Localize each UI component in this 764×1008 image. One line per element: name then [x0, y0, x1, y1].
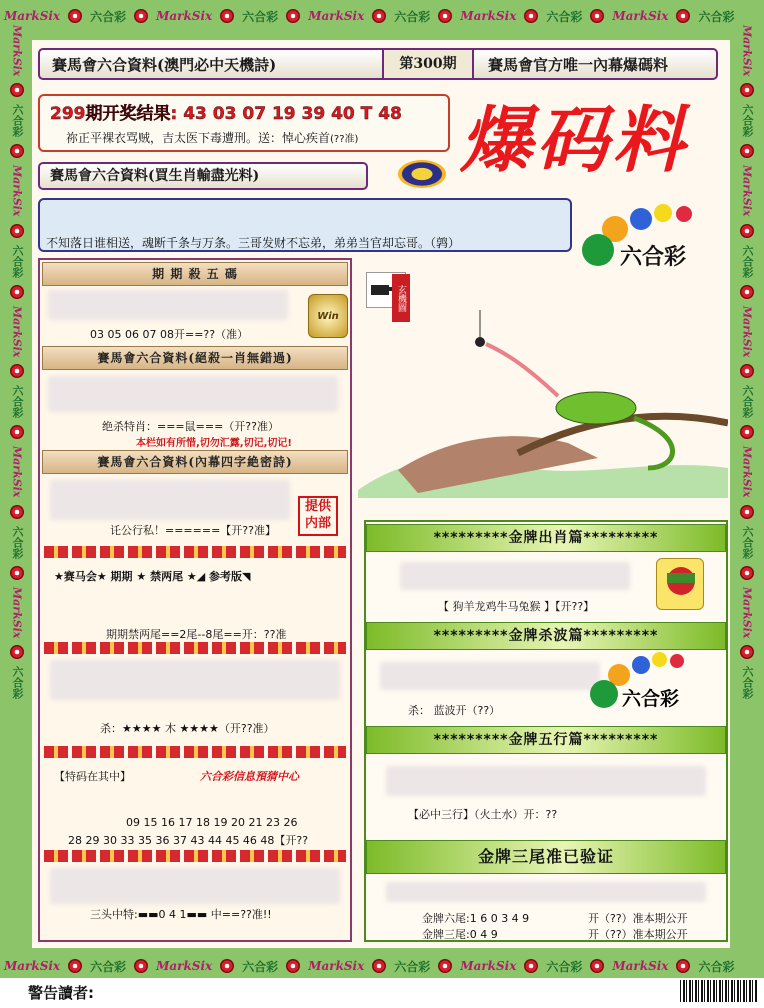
logo-text: 六合彩 — [394, 9, 431, 24]
flower-icon — [740, 364, 754, 378]
brand-text: MarkSix — [308, 959, 365, 973]
s6-center: 六合彩信息預猜中心 — [200, 770, 299, 783]
flower-icon — [68, 959, 82, 973]
flower-icon — [220, 959, 234, 973]
result-poem-line — [66, 129, 358, 146]
poem-box — [38, 198, 572, 252]
blurred-area — [48, 290, 288, 320]
s4-line: 期期禁两尾==2尾--8尾==开：??准 — [106, 628, 287, 641]
flower-icon — [740, 645, 754, 659]
logo-text: 六合彩 — [741, 244, 754, 278]
sec3-header: *********金牌五行篇********* — [366, 726, 726, 754]
brand-text: MarkSix — [740, 586, 754, 639]
brand-text: MarkSix — [4, 9, 61, 23]
flower-icon — [740, 144, 754, 158]
flower-icon — [10, 144, 24, 158]
eye-logo-icon — [398, 160, 446, 188]
chameleon-drawing — [358, 258, 728, 498]
result-line — [50, 99, 402, 124]
brand-text: MarkSix — [10, 586, 24, 639]
flower-icon — [10, 566, 24, 580]
logo-text: 六合彩 — [90, 959, 127, 974]
flower-icon — [10, 505, 24, 519]
divider-pattern — [44, 642, 346, 654]
logo-text: 六合彩 — [741, 104, 754, 138]
sec2-line: 杀： 蓝波开（??） — [408, 704, 501, 717]
divider-pattern — [44, 546, 346, 558]
brand-text: MarkSix — [156, 959, 213, 973]
top-border-strip — [0, 2, 764, 30]
sec1-header: *********金牌出肖篇********* — [366, 524, 726, 552]
blurred-area — [386, 766, 706, 796]
flower-icon — [524, 959, 538, 973]
brand-text: MarkSix — [460, 9, 517, 23]
flower-icon — [740, 505, 754, 519]
blue-dot-icon — [630, 208, 652, 230]
blurred-area — [50, 868, 340, 904]
left-column — [38, 258, 352, 942]
brand-text: MarkSix — [612, 959, 669, 973]
yellow-dot-icon — [652, 652, 667, 667]
sec4-row1a: 金牌六尾:1 6 0 3 4 9 — [422, 912, 530, 925]
brand-text: MarkSix — [10, 446, 24, 498]
flower-icon — [286, 9, 300, 23]
blurred-area — [380, 662, 600, 690]
flower-icon — [134, 959, 148, 973]
liuhecai-logo-small — [590, 650, 720, 714]
result-poem-note: (??准) — [330, 134, 359, 145]
flower-icon — [740, 285, 754, 299]
brand-text: MarkSix — [612, 9, 669, 23]
big-title: 爆码料 — [460, 97, 689, 182]
result-numbers: 43 03 07 19 39 40 T 48 — [183, 104, 402, 124]
logo-label: 六合彩 — [622, 688, 680, 710]
flower-icon — [10, 364, 24, 378]
logo-label: 六合彩 — [620, 244, 687, 270]
flower-icon — [10, 224, 24, 238]
logo-text: 六合彩 — [242, 959, 279, 974]
logo-text: 六合彩 — [11, 104, 24, 138]
brand-text: MarkSix — [740, 446, 754, 498]
left-border-strip — [2, 22, 32, 977]
logo-text: 六合彩 — [394, 959, 431, 974]
s6-tag: 【特码在其中】 — [54, 770, 131, 783]
barcode-icon — [680, 980, 758, 1002]
s7-line: 三头中特:▬▬0 4 1▬▬ 中==??准!! — [90, 908, 272, 921]
blurred-area — [48, 376, 338, 412]
flower-icon — [740, 566, 754, 580]
divider-pattern — [44, 746, 346, 758]
s1-header: 期 期 殺 五 碼 — [42, 262, 348, 286]
brand-text: MarkSix — [740, 25, 754, 77]
s4-head: ★赛马会★ 期期 ★ 禁两尾 ★◢ 参考版◥ — [54, 570, 251, 583]
logo-text: 六合彩 — [741, 525, 754, 559]
s2-note: 本栏如有所惜,切勿汇露,切记,切记! — [136, 438, 292, 449]
blurred-area — [50, 660, 340, 700]
chameleon-illustration — [358, 258, 728, 498]
green-dot-icon — [590, 680, 618, 708]
result-label: 299期开奖结果: — [50, 104, 178, 124]
s1-numbers: 03 05 06 07 08开==??（准） — [90, 328, 249, 341]
logo-text: 六合彩 — [11, 244, 24, 278]
logo-text: 六合彩 — [546, 959, 583, 974]
s6-row1: 09 15 16 17 18 19 20 21 23 26 — [126, 816, 298, 829]
s6-row2: 28 29 30 33 35 36 37 43 44 45 46 48【开?? — [68, 834, 309, 847]
logo-text: 六合彩 — [11, 525, 24, 559]
brand-text: MarkSix — [4, 959, 61, 973]
tag-label: 玄機圖 — [392, 274, 410, 322]
money-hand-icon — [656, 558, 704, 610]
divider-pattern — [44, 850, 346, 862]
issue-number: 第300期 — [382, 50, 474, 78]
flower-icon — [10, 83, 24, 97]
flower-icon — [524, 9, 538, 23]
blurred-area — [400, 562, 630, 590]
header-bar — [38, 48, 718, 80]
content-area — [32, 40, 730, 948]
footer — [0, 978, 764, 1008]
brand-text: MarkSix — [10, 165, 24, 217]
flower-icon — [68, 9, 82, 23]
flower-icon — [134, 9, 148, 23]
brand-text: MarkSix — [308, 9, 365, 23]
flower-icon — [10, 425, 24, 439]
flower-icon — [590, 9, 604, 23]
result-poem: 祢正平裸衣骂贼，吉太医下毒遭刑。送：悼心疾首 — [66, 131, 331, 145]
flower-icon — [372, 9, 386, 23]
logo-text: 六合彩 — [242, 9, 279, 24]
sec1-line: 【 狗羊龙鸡牛马兔猴 】【开??】 — [438, 600, 595, 613]
right-column — [364, 520, 728, 942]
flower-icon — [438, 9, 452, 23]
s2-line: 绝杀特肖：===鼠===（开??准） — [102, 420, 279, 433]
brand-text: MarkSix — [156, 9, 213, 23]
logo-text: 六合彩 — [11, 385, 24, 419]
red-dot-icon — [676, 206, 692, 222]
s2-header: 賽馬會六合資料(絕殺一肖無錯過) — [42, 346, 348, 370]
sec4-header: 金牌三尾准已验证 — [366, 840, 726, 874]
flower-icon — [10, 285, 24, 299]
sec3-line: 【必中三行】（火土水）开：?? — [408, 808, 558, 821]
yellow-dot-icon — [654, 204, 672, 222]
blurred-area — [386, 882, 706, 902]
warning-label: 警告讀者: — [28, 984, 94, 1002]
flower-icon — [372, 959, 386, 973]
flower-icon — [10, 645, 24, 659]
bottom-border-strip — [0, 952, 764, 980]
flower-icon — [740, 83, 754, 97]
logo-text: 六合彩 — [741, 666, 754, 700]
right-border-strip — [732, 22, 762, 977]
poem-text: 不知落日谁相送，魂断千条与万条。三哥发财不忘弟，弟弟当官却忘哥。（鹑） — [46, 236, 461, 250]
s3-header: 賽馬會六合資料(內幕四字絶密詩) — [42, 450, 348, 474]
brand-text: MarkSix — [10, 25, 24, 77]
flower-icon — [740, 224, 754, 238]
logo-text: 六合彩 — [90, 9, 127, 24]
sec4-row2b: 开（??）准本期公开 — [588, 928, 688, 941]
logo-text: 六合彩 — [741, 385, 754, 419]
s5-line: 杀：★★★★ 木 ★★★★（开??准） — [100, 722, 275, 735]
result-box — [38, 94, 450, 152]
logo-text: 六合彩 — [546, 9, 583, 24]
flower-icon — [438, 959, 452, 973]
stamp: 提供 内部 — [298, 496, 338, 536]
blurred-area — [50, 480, 290, 520]
brand-text: MarkSix — [740, 305, 754, 358]
red-dot-icon — [670, 654, 684, 668]
sec2-header: *********金牌杀波篇********* — [366, 622, 726, 650]
s3-line: 讬公行私！======【开??准】 — [110, 524, 276, 537]
flower-icon — [740, 425, 754, 439]
sec4-row2a: 金牌三尾:0 4 9 — [422, 928, 498, 941]
brand-text: MarkSix — [10, 305, 24, 358]
header-title: 賽馬會六合資料(澳門必中天機詩) — [52, 55, 277, 74]
flower-icon — [676, 959, 690, 973]
brand-text: MarkSix — [460, 959, 517, 973]
logo-text: 六合彩 — [698, 959, 735, 974]
flower-icon — [286, 959, 300, 973]
flower-icon — [676, 9, 690, 23]
flower-icon — [590, 959, 604, 973]
win-badge-icon: Win — [308, 294, 348, 338]
logo-text: 六合彩 — [698, 9, 735, 24]
brand-text: MarkSix — [740, 165, 754, 217]
blue-dot-icon — [632, 656, 650, 674]
section-bar-2: 賽馬會六合資料(買生肖輸盡光料) — [38, 162, 368, 190]
logo-text: 六合彩 — [11, 666, 24, 700]
header-subtitle: 賽馬會官方唯一內幕爆碼料 — [488, 55, 669, 74]
sec4-row1b: 开（??）准本期公开 — [588, 912, 688, 925]
flower-icon — [220, 9, 234, 23]
